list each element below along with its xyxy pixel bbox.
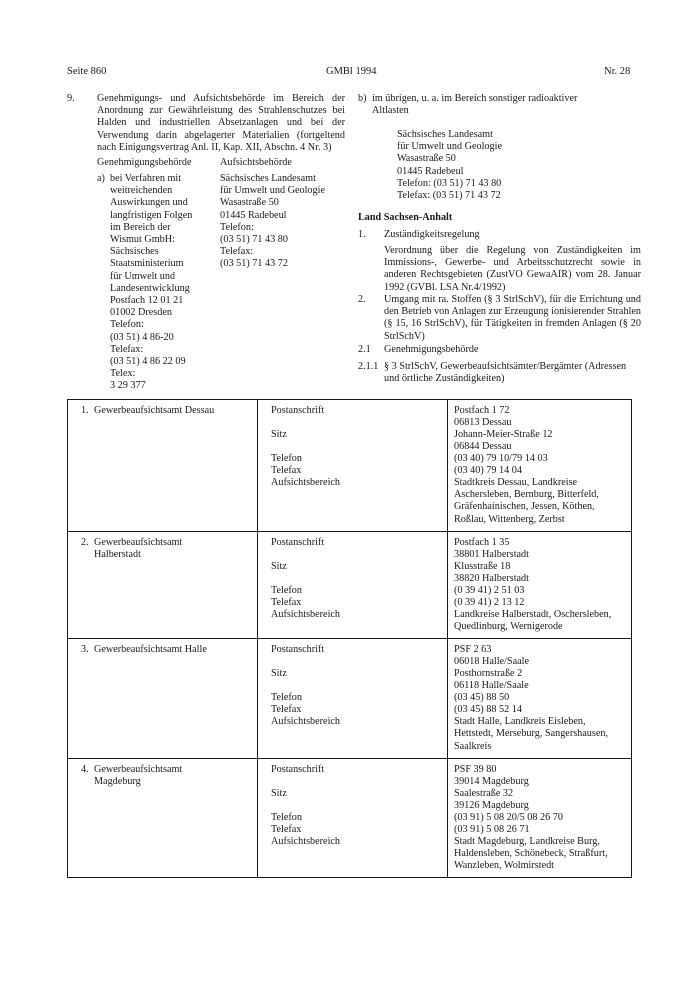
field-label: Telefax xyxy=(271,704,302,716)
item-9-number: 9. xyxy=(67,93,75,104)
issue-number: Nr. 28 xyxy=(604,66,631,77)
field-value: (03 45) 88 52 14 xyxy=(454,704,522,716)
section-1-number: 1. xyxy=(358,229,366,240)
field-label: Telefax xyxy=(271,596,302,608)
values-cell xyxy=(448,758,632,878)
field-value: Saalestraße 32 39126 Magdeburg xyxy=(454,787,529,812)
field-value: Stadt Magdeburg, Landkreise Burg, Haldensleben, Schönebeck, Straßfurt, Wanzleben, Wolmirstedt xyxy=(454,835,608,872)
field-label: Aufsichtsbereich xyxy=(271,477,341,488)
field-value: PSF 39 80 39014 Magdeburg xyxy=(454,763,529,788)
office-name: Gewerbeaufsichtsamt Halle xyxy=(94,644,207,656)
office-name: Gewerbeaufsichtsamt Halberstadt xyxy=(94,536,183,561)
office-cell xyxy=(68,639,258,759)
field-value: Johann-Meier-Straße 12 06844 Dessau xyxy=(454,429,553,453)
field-label: Aufsichtsbereich xyxy=(271,716,341,728)
field-label: Sitz xyxy=(271,560,287,572)
table-row xyxy=(68,758,632,878)
field-value: Stadt Halle, Landkreis Eisleben, Hettstedt, Merseburg, Sangershausen, Saalkreis xyxy=(454,716,609,752)
subitem-a-genehmigung: bei Verfahren mit weitreichenden Auswirkungen und langfristigen Folgen im Bereich der Wismut GmbH: Sächsisches Staatsministerium für Umwelt und Landesentwicklung Postfach 12 01 21 01002 Dresden Telefon: (03 51) 4 86-20 Telefax: (03 51) 4 86 22 09 Telex: 3 29 377 xyxy=(110,173,193,392)
field-value: (03 40) 79 14 04 xyxy=(454,465,522,476)
office-cell xyxy=(68,758,258,878)
office-number: 1. xyxy=(81,405,89,416)
labels-cell xyxy=(258,758,448,878)
office-name: Gewerbeaufsichtsamt Dessau xyxy=(94,405,215,416)
field-value: (03 40) 79 10/79 14 03 xyxy=(454,453,548,464)
labels-cell xyxy=(258,400,448,532)
subitem-b-text: im übrigen, u. a. im Bereich sonstiger radioaktiver Altlasten xyxy=(372,93,578,117)
subitem-a-marker: a) xyxy=(97,173,105,184)
section-1-title: Zuständigkeitsregelung xyxy=(384,229,480,240)
labels-cell xyxy=(258,531,448,638)
section-2-1-1-text: § 3 StrlSchV, Gewerbeaufsichtsämter/Bergämter (Adressen und örtliche Zuständigkeiten) xyxy=(384,361,627,385)
aufsichtsbehoerde-label: Aufsichtsbehörde xyxy=(220,157,292,168)
table-row xyxy=(68,639,632,759)
office-number: 3. xyxy=(81,644,89,656)
field-value: Landkreise Halberstadt, Oschersleben, Quedlinburg, Wernigerode xyxy=(454,608,612,633)
field-label: Aufsichtsbereich xyxy=(271,608,341,620)
values-cell xyxy=(448,639,632,759)
item-9-text: Genehmigungs- und Aufsichtsbehörde im Bereich der Anordnung zur Gewährleistung des Strahlenschutzes bei Halden und industriellen Absetzanlagen und bei der Verwendung darin abgelagerter Materialien (fortgeltend nach Einigungsvertrag Anl. II, Kap. XII, Abschn. 4 Nr. 3) xyxy=(97,93,345,153)
field-label: Sitz xyxy=(271,429,287,440)
field-label: Telefax xyxy=(271,823,302,835)
field-label: Postanschrift xyxy=(271,644,325,656)
values-cell xyxy=(448,531,632,638)
section-1-text: Verordnung über die Regelung von Zuständigkeiten im Immissions-, Gewerbe- und Arbeitsschutzrecht sowie in anderen Rechtsgebieten (ZustVO GewaAIR) vom 28. Januar 1992 (GVBl. LSA Nr.4/1992) xyxy=(384,245,641,293)
field-label: Telefon xyxy=(271,453,302,464)
field-value: (03 91) 5 08 20/5 08 26 70 xyxy=(454,811,563,823)
field-label: Postanschrift xyxy=(271,536,325,548)
office-cell xyxy=(68,400,258,532)
field-value: PSF 2 63 06018 Halle/Saale xyxy=(454,644,529,668)
table-row xyxy=(68,531,632,638)
gewerbeaufsichtsamt-table xyxy=(67,399,632,878)
field-value: (0 39 41) 2 51 03 xyxy=(454,584,525,596)
field-value: Posthornstraße 2 06118 Halle/Saale xyxy=(454,668,529,692)
section-2-1-text: Genehmigungsbehörde xyxy=(384,344,479,355)
subitem-b-authority: Sächsisches Landesamt für Umwelt und Geologie Wasastraße 50 01445 Radebeul Telefon: (03 51) 71 43 80 Telefax: (03 51) 71 43 72 xyxy=(397,129,502,202)
page-number: Seite 860 xyxy=(67,66,107,77)
section-2-1-number: 2.1 xyxy=(358,344,371,355)
office-name: Gewerbeaufsichtsamt Magdeburg xyxy=(94,763,183,788)
field-value: (03 45) 88 50 xyxy=(454,692,510,704)
field-label: Telefon xyxy=(271,811,302,823)
section-2-1-1-number: 2.1.1 xyxy=(358,361,379,372)
labels-cell xyxy=(258,639,448,759)
field-label: Postanschrift xyxy=(271,405,325,416)
office-cell xyxy=(68,531,258,638)
genehmigungsbehoerde-label: Genehmigungsbehörde xyxy=(97,157,192,168)
land-heading: Land Sachsen-Anhalt xyxy=(358,212,453,223)
field-label: Aufsichtsbereich xyxy=(271,835,341,847)
field-label: Postanschrift xyxy=(271,763,325,775)
field-value: Postfach 1 72 06813 Dessau xyxy=(454,405,512,429)
subitem-a-aufsicht: Sächsisches Landesamt für Umwelt und Geologie Wasastraße 50 01445 Radebeul Telefon: (03 51) 71 43 80 Telefax: (03 51) 71 43 72 xyxy=(220,173,325,270)
field-value: Klusstraße 18 38820 Halberstadt xyxy=(454,560,529,585)
field-label: Sitz xyxy=(271,787,287,799)
field-value: Stadtkreis Dessau, Landkreise Aschersleben, Bernburg, Bitterfeld, Gräfenhainischen, Jessen, Köthen, Roßlau, Wittenberg, Zerbst xyxy=(454,477,599,525)
office-number: 4. xyxy=(81,763,89,775)
table-row xyxy=(68,400,632,532)
field-label: Telefon xyxy=(271,692,302,704)
journal-title: GMBl 1994 xyxy=(326,66,377,77)
section-2-number: 2. xyxy=(358,294,366,305)
section-2-text: Umgang mit ra. Stoffen (§ 3 StrlSchV), für die Errichtung und den Betrieb von Anlagen zur Erzeugung ionisierender Strahlen (§ 15, 16 StrlSchV), für Tätigkeiten in fremden Anlagen (§ 20 StrlSchV) xyxy=(384,294,641,342)
values-cell xyxy=(448,400,632,532)
field-value: (0 39 41) 2 13 12 xyxy=(454,596,525,608)
office-number: 2. xyxy=(81,536,89,548)
field-value: (03 91) 5 08 26 71 xyxy=(454,823,530,835)
field-value: Postfach 1 35 38801 Halberstadt xyxy=(454,536,529,561)
field-label: Sitz xyxy=(271,668,287,680)
field-label: Telefon xyxy=(271,584,302,596)
field-label: Telefax xyxy=(271,465,302,476)
subitem-b-marker: b) xyxy=(358,93,367,104)
